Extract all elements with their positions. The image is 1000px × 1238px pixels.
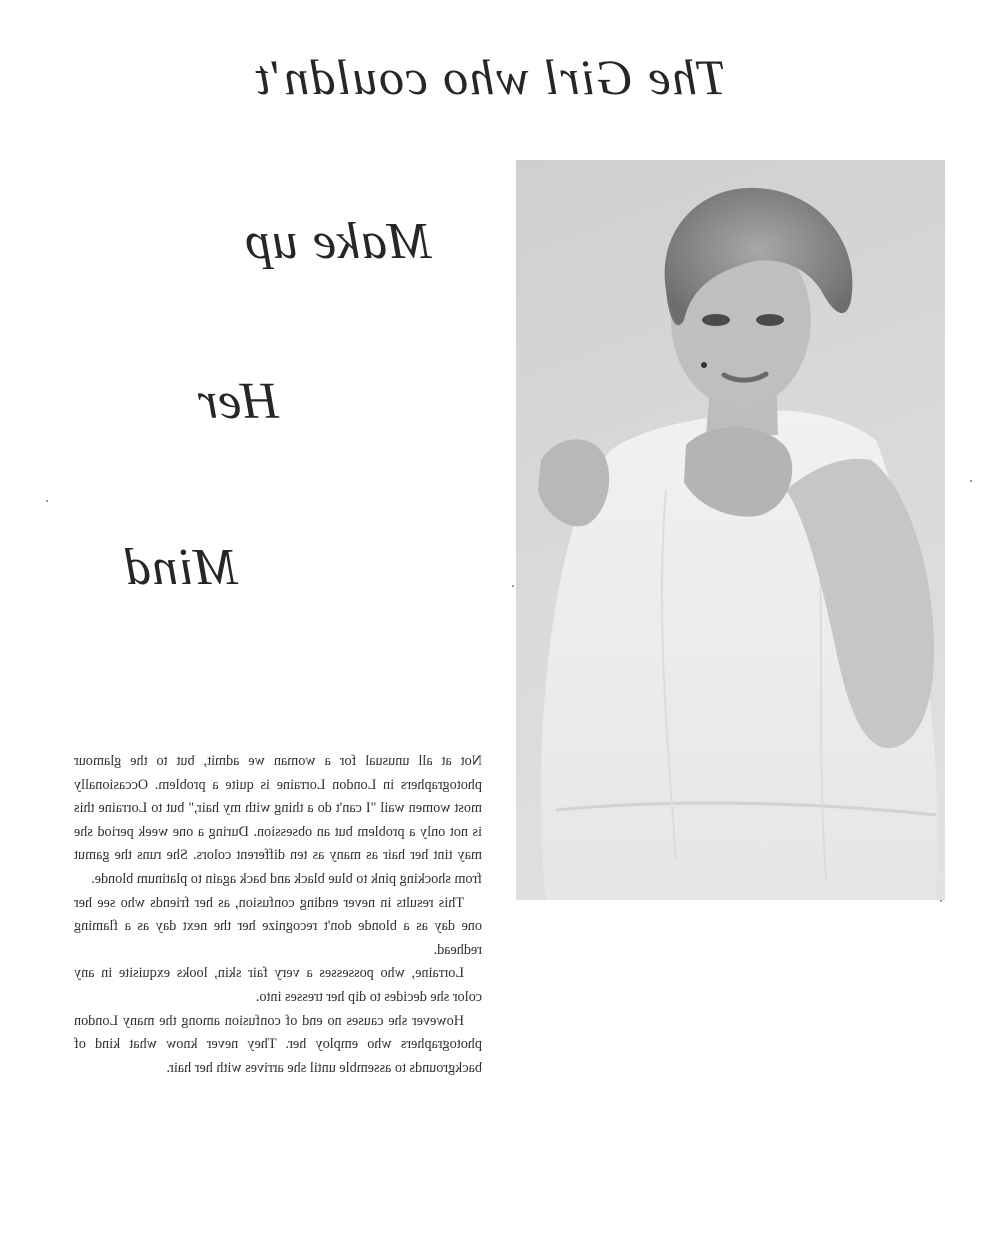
- model-photograph: [516, 160, 945, 900]
- article-paragraph-2: This results in never ending confusion, as her friends who see her one day as a blonde don't recognize her the next day as a flaming redhead.: [74, 894, 482, 958]
- headline-line-3: [198, 373, 279, 430]
- headline-text-3: Her: [198, 373, 279, 430]
- eye-right: [756, 314, 784, 326]
- article-paragraph-4: However she causes no end of confusion among the many London photographers who employ her. They never know what kind of backgrounds to assemble until she arrives with her hair.: [74, 1012, 482, 1076]
- hand-left: [538, 439, 609, 526]
- headline-line-4: [124, 539, 238, 596]
- article-paragraph-1: Not at all unusual for a woman we admit, but to the glamour photographers in London Lorraine is quite a problem. Occasionally most women wail "I can't do a thing with my hair," but to Lorraine this is not only a problem but an obsession. During a one week period she may tint her hair as many as ten different colors. She runs the gamut from shocking pink to blue black and back again to platinum blonde.: [74, 753, 482, 887]
- scan-speck: [46, 500, 48, 502]
- headline-line-1: [255, 49, 727, 105]
- eye-left: [702, 314, 730, 326]
- headline-text-4: Mind: [124, 539, 238, 596]
- scan-speck: [512, 585, 514, 587]
- headline-line-2: [244, 213, 432, 270]
- photo-illustration: [516, 160, 945, 900]
- scan-speck: [940, 900, 942, 902]
- headline-text-2: Make up: [244, 213, 432, 270]
- article-body: [74, 750, 482, 1080]
- scan-speck: [970, 480, 972, 482]
- article-body-mirror: [74, 750, 482, 1080]
- beauty-mark: [701, 362, 707, 368]
- article-paragraph-3: Lorraine, who possesses a very fair skin, looks exquisite in any color she decides to dip her tresses into.: [74, 965, 482, 1005]
- headline-text-1: The Girl who couldn't: [255, 49, 727, 105]
